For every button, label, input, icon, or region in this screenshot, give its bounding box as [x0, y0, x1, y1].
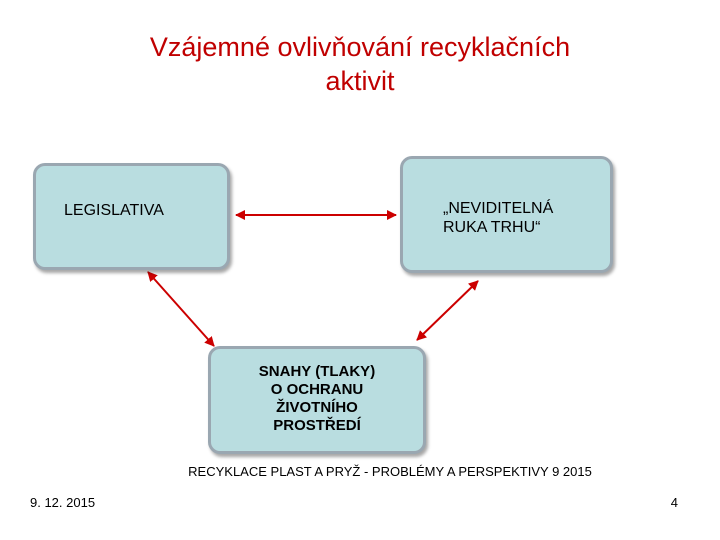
node-ruka-line-2: RUKA TRHU“	[443, 219, 541, 236]
node-legislativa	[33, 163, 230, 270]
arrow-ruka-snahy	[417, 281, 478, 340]
node-ruka-line-1: „NEVIDITELNÁ	[443, 200, 554, 217]
node-legislativa-label: LEGISLATIVA	[64, 202, 164, 219]
node-snahy-line-4: PROSTŘEDÍ	[273, 417, 361, 434]
node-snahy-line-1: SNAHY (TLAKY)	[258, 363, 376, 380]
node-neviditelna-ruka-trhu	[400, 156, 613, 273]
slide-title-line-2: aktivit	[325, 66, 395, 96]
node-snahy-label	[211, 363, 423, 435]
node-ruka-label	[443, 199, 553, 237]
footer-date: 9. 12. 2015	[30, 495, 96, 510]
node-snahy-line-2: O OCHRANU	[270, 381, 364, 398]
footer-page-number: 4	[670, 495, 678, 510]
node-snahy-ochrana-prostredi	[208, 346, 426, 454]
footer-event-name: RECYKLACE PLAST A PRYŽ - PROBLÉMY A PERSPEKTIVY 9 2015	[188, 464, 592, 479]
arrow-legislativa-snahy	[148, 272, 214, 346]
slide-title-line-1: Vzájemné ovlivňování recyklačních	[149, 32, 571, 62]
node-snahy-line-3: ŽIVOTNÍHO	[276, 399, 358, 416]
